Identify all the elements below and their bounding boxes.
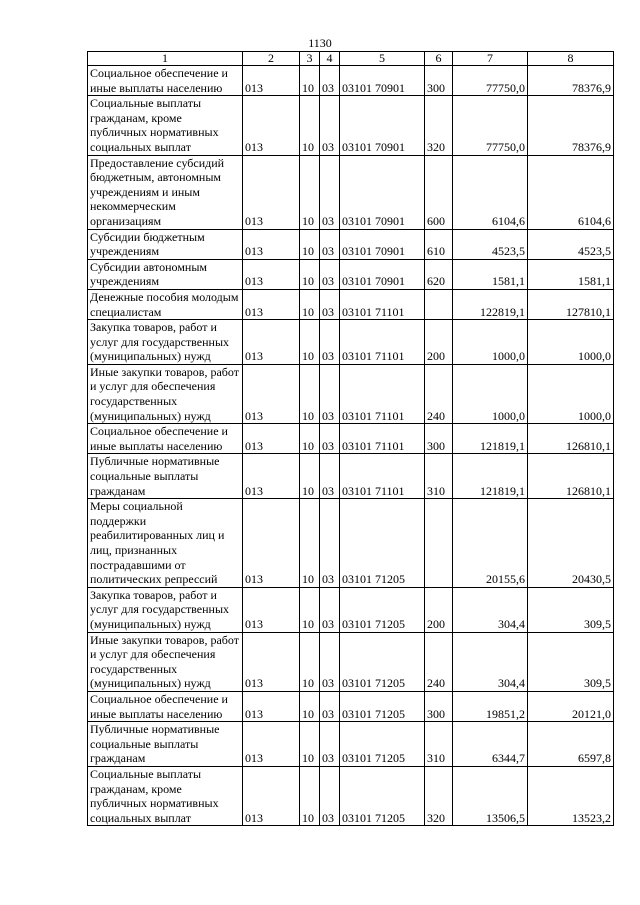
expense-type-cell: 300 (425, 424, 453, 454)
amount-year1-cell: 304,4 (453, 587, 528, 632)
section-code-cell: 10 (300, 632, 320, 691)
target-article-cell: 03101 70901 (340, 229, 425, 259)
table-header-row (88, 52, 614, 66)
expense-type-cell: 610 (425, 229, 453, 259)
table-row (88, 499, 614, 588)
section-code-cell: 10 (300, 587, 320, 632)
amount-year1-cell: 20155,6 (453, 499, 528, 588)
target-article-cell: 03101 71101 (340, 424, 425, 454)
table-row (88, 320, 614, 365)
expense-type-cell: 300 (425, 691, 453, 721)
amount-year2-cell: 6597,8 (528, 722, 614, 767)
ministry-code-cell: 013 (243, 155, 300, 229)
table-row (88, 66, 614, 96)
amount-year1-cell: 1000,0 (453, 364, 528, 423)
amount-year1-cell: 6104,6 (453, 155, 528, 229)
target-article-cell: 03101 71205 (340, 632, 425, 691)
table-body (88, 66, 614, 826)
subsection-code-cell: 03 (320, 229, 340, 259)
ministry-code-cell: 013 (243, 587, 300, 632)
amount-year2-cell: 78376,9 (528, 66, 614, 96)
expense-type-cell (425, 289, 453, 319)
subsection-code-cell: 03 (320, 66, 340, 96)
subsection-code-cell: 03 (320, 289, 340, 319)
subsection-code-cell: 03 (320, 722, 340, 767)
amount-year2-cell: 1000,0 (528, 364, 614, 423)
page-number: 1130 (308, 36, 332, 50)
ministry-code-cell: 013 (243, 320, 300, 365)
row-name-cell: Социальное обеспечение и иные выплаты населению (88, 424, 243, 454)
amount-year1-cell: 19851,2 (453, 691, 528, 721)
amount-year1-cell: 6344,7 (453, 722, 528, 767)
row-name-cell: Закупка товаров, работ и услуг для государственных (муниципальных) нужд (88, 587, 243, 632)
amount-year1-cell: 77750,0 (453, 96, 528, 155)
column-header: 5 (340, 52, 425, 66)
table-row (88, 424, 614, 454)
table-row (88, 96, 614, 155)
subsection-code-cell: 03 (320, 454, 340, 499)
amount-year1-cell: 13506,5 (453, 766, 528, 825)
column-header: 1 (88, 52, 243, 66)
amount-year2-cell: 13523,2 (528, 766, 614, 825)
expense-type-cell: 300 (425, 66, 453, 96)
amount-year2-cell: 127810,1 (528, 289, 614, 319)
expense-type-cell: 620 (425, 259, 453, 289)
target-article-cell: 03101 71101 (340, 364, 425, 423)
row-name-cell: Денежные пособия молодым специалистам (88, 289, 243, 319)
row-name-cell: Субсидии автономным учреждениям (88, 259, 243, 289)
target-article-cell: 03101 71205 (340, 722, 425, 767)
table-row (88, 229, 614, 259)
expense-type-cell: 320 (425, 96, 453, 155)
ministry-code-cell: 013 (243, 364, 300, 423)
ministry-code-cell: 013 (243, 722, 300, 767)
target-article-cell: 03101 70901 (340, 96, 425, 155)
section-code-cell: 10 (300, 424, 320, 454)
amount-year2-cell: 20121,0 (528, 691, 614, 721)
target-article-cell: 03101 71205 (340, 691, 425, 721)
target-article-cell: 03101 70901 (340, 66, 425, 96)
section-code-cell: 10 (300, 259, 320, 289)
ministry-code-cell: 013 (243, 229, 300, 259)
table-row (88, 632, 614, 691)
amount-year2-cell: 4523,5 (528, 229, 614, 259)
section-code-cell: 10 (300, 364, 320, 423)
subsection-code-cell: 03 (320, 155, 340, 229)
table-row (88, 454, 614, 499)
ministry-code-cell: 013 (243, 259, 300, 289)
section-code-cell: 10 (300, 289, 320, 319)
subsection-code-cell: 03 (320, 691, 340, 721)
table-row (88, 587, 614, 632)
expense-type-cell: 320 (425, 766, 453, 825)
column-header: 3 (300, 52, 320, 66)
target-article-cell: 03101 70901 (340, 259, 425, 289)
amount-year2-cell: 309,5 (528, 587, 614, 632)
amount-year1-cell: 121819,1 (453, 424, 528, 454)
target-article-cell: 03101 70901 (340, 155, 425, 229)
ministry-code-cell: 013 (243, 96, 300, 155)
expense-type-cell: 200 (425, 320, 453, 365)
amount-year2-cell: 126810,1 (528, 454, 614, 499)
column-header: 2 (243, 52, 300, 66)
expense-type-cell: 310 (425, 722, 453, 767)
amount-year1-cell: 77750,0 (453, 66, 528, 96)
row-name-cell: Субсидии бюджетным учреждениям (88, 229, 243, 259)
expense-type-cell: 600 (425, 155, 453, 229)
subsection-code-cell: 03 (320, 587, 340, 632)
ministry-code-cell: 013 (243, 66, 300, 96)
subsection-code-cell: 03 (320, 632, 340, 691)
expense-type-cell: 310 (425, 454, 453, 499)
subsection-code-cell: 03 (320, 96, 340, 155)
table-row (88, 259, 614, 289)
section-code-cell: 10 (300, 722, 320, 767)
section-code-cell: 10 (300, 155, 320, 229)
table-row (88, 766, 614, 825)
row-name-cell: Социальное обеспечение и иные выплаты населению (88, 691, 243, 721)
subsection-code-cell: 03 (320, 499, 340, 588)
expense-type-cell (425, 499, 453, 588)
amount-year2-cell: 1581,1 (528, 259, 614, 289)
subsection-code-cell: 03 (320, 259, 340, 289)
target-article-cell: 03101 71205 (340, 587, 425, 632)
section-code-cell: 10 (300, 320, 320, 365)
target-article-cell: 03101 71101 (340, 454, 425, 499)
amount-year1-cell: 304,4 (453, 632, 528, 691)
subsection-code-cell: 03 (320, 766, 340, 825)
row-name-cell: Иные закупки товаров, работ и услуг для обеспечения государственных (муниципальных) нужд (88, 632, 243, 691)
section-code-cell: 10 (300, 454, 320, 499)
target-article-cell: 03101 71101 (340, 320, 425, 365)
row-name-cell: Публичные нормативные социальные выплаты гражданам (88, 722, 243, 767)
section-code-cell: 10 (300, 66, 320, 96)
table-row (88, 691, 614, 721)
ministry-code-cell: 013 (243, 289, 300, 319)
amount-year1-cell: 1581,1 (453, 259, 528, 289)
row-name-cell: Социальное обеспечение и иные выплаты населению (88, 66, 243, 96)
target-article-cell: 03101 71205 (340, 766, 425, 825)
amount-year2-cell: 1000,0 (528, 320, 614, 365)
amount-year2-cell: 126810,1 (528, 424, 614, 454)
amount-year2-cell: 20430,5 (528, 499, 614, 588)
ministry-code-cell: 013 (243, 499, 300, 588)
table-row (88, 289, 614, 319)
row-name-cell: Меры социальной поддержки реабилитированных лиц и лиц, признанных пострадавшими от политических репрессий (88, 499, 243, 588)
section-code-cell: 10 (300, 96, 320, 155)
table-row (88, 155, 614, 229)
ministry-code-cell: 013 (243, 454, 300, 499)
column-header: 7 (453, 52, 528, 66)
budget-table (87, 51, 614, 826)
row-name-cell: Иные закупки товаров, работ и услуг для обеспечения государственных (муниципальных) нужд (88, 364, 243, 423)
amount-year1-cell: 121819,1 (453, 454, 528, 499)
column-header: 4 (320, 52, 340, 66)
target-article-cell: 03101 71101 (340, 289, 425, 319)
ministry-code-cell: 013 (243, 766, 300, 825)
subsection-code-cell: 03 (320, 424, 340, 454)
row-name-cell: Социальные выплаты гражданам, кроме публичных нормативных социальных выплат (88, 766, 243, 825)
amount-year2-cell: 309,5 (528, 632, 614, 691)
row-name-cell: Закупка товаров, работ и услуг для государственных (муниципальных) нужд (88, 320, 243, 365)
subsection-code-cell: 03 (320, 364, 340, 423)
subsection-code-cell: 03 (320, 320, 340, 365)
ministry-code-cell: 013 (243, 632, 300, 691)
row-name-cell: Публичные нормативные социальные выплаты гражданам (88, 454, 243, 499)
expense-type-cell: 240 (425, 632, 453, 691)
column-header: 6 (425, 52, 453, 66)
amount-year1-cell: 122819,1 (453, 289, 528, 319)
section-code-cell: 10 (300, 691, 320, 721)
section-code-cell: 10 (300, 229, 320, 259)
ministry-code-cell: 013 (243, 424, 300, 454)
amount-year2-cell: 6104,6 (528, 155, 614, 229)
expense-type-cell: 240 (425, 364, 453, 423)
amount-year2-cell: 78376,9 (528, 96, 614, 155)
expense-type-cell: 200 (425, 587, 453, 632)
table-row (88, 722, 614, 767)
column-header: 8 (528, 52, 614, 66)
ministry-code-cell: 013 (243, 691, 300, 721)
section-code-cell: 10 (300, 766, 320, 825)
table-row (88, 364, 614, 423)
section-code-cell: 10 (300, 499, 320, 588)
row-name-cell: Социальные выплаты гражданам, кроме публичных нормативных социальных выплат (88, 96, 243, 155)
target-article-cell: 03101 71205 (340, 499, 425, 588)
amount-year1-cell: 1000,0 (453, 320, 528, 365)
row-name-cell: Предоставление субсидий бюджетным, автономным учреждениям и иным некоммерческим организациям (88, 155, 243, 229)
amount-year1-cell: 4523,5 (453, 229, 528, 259)
